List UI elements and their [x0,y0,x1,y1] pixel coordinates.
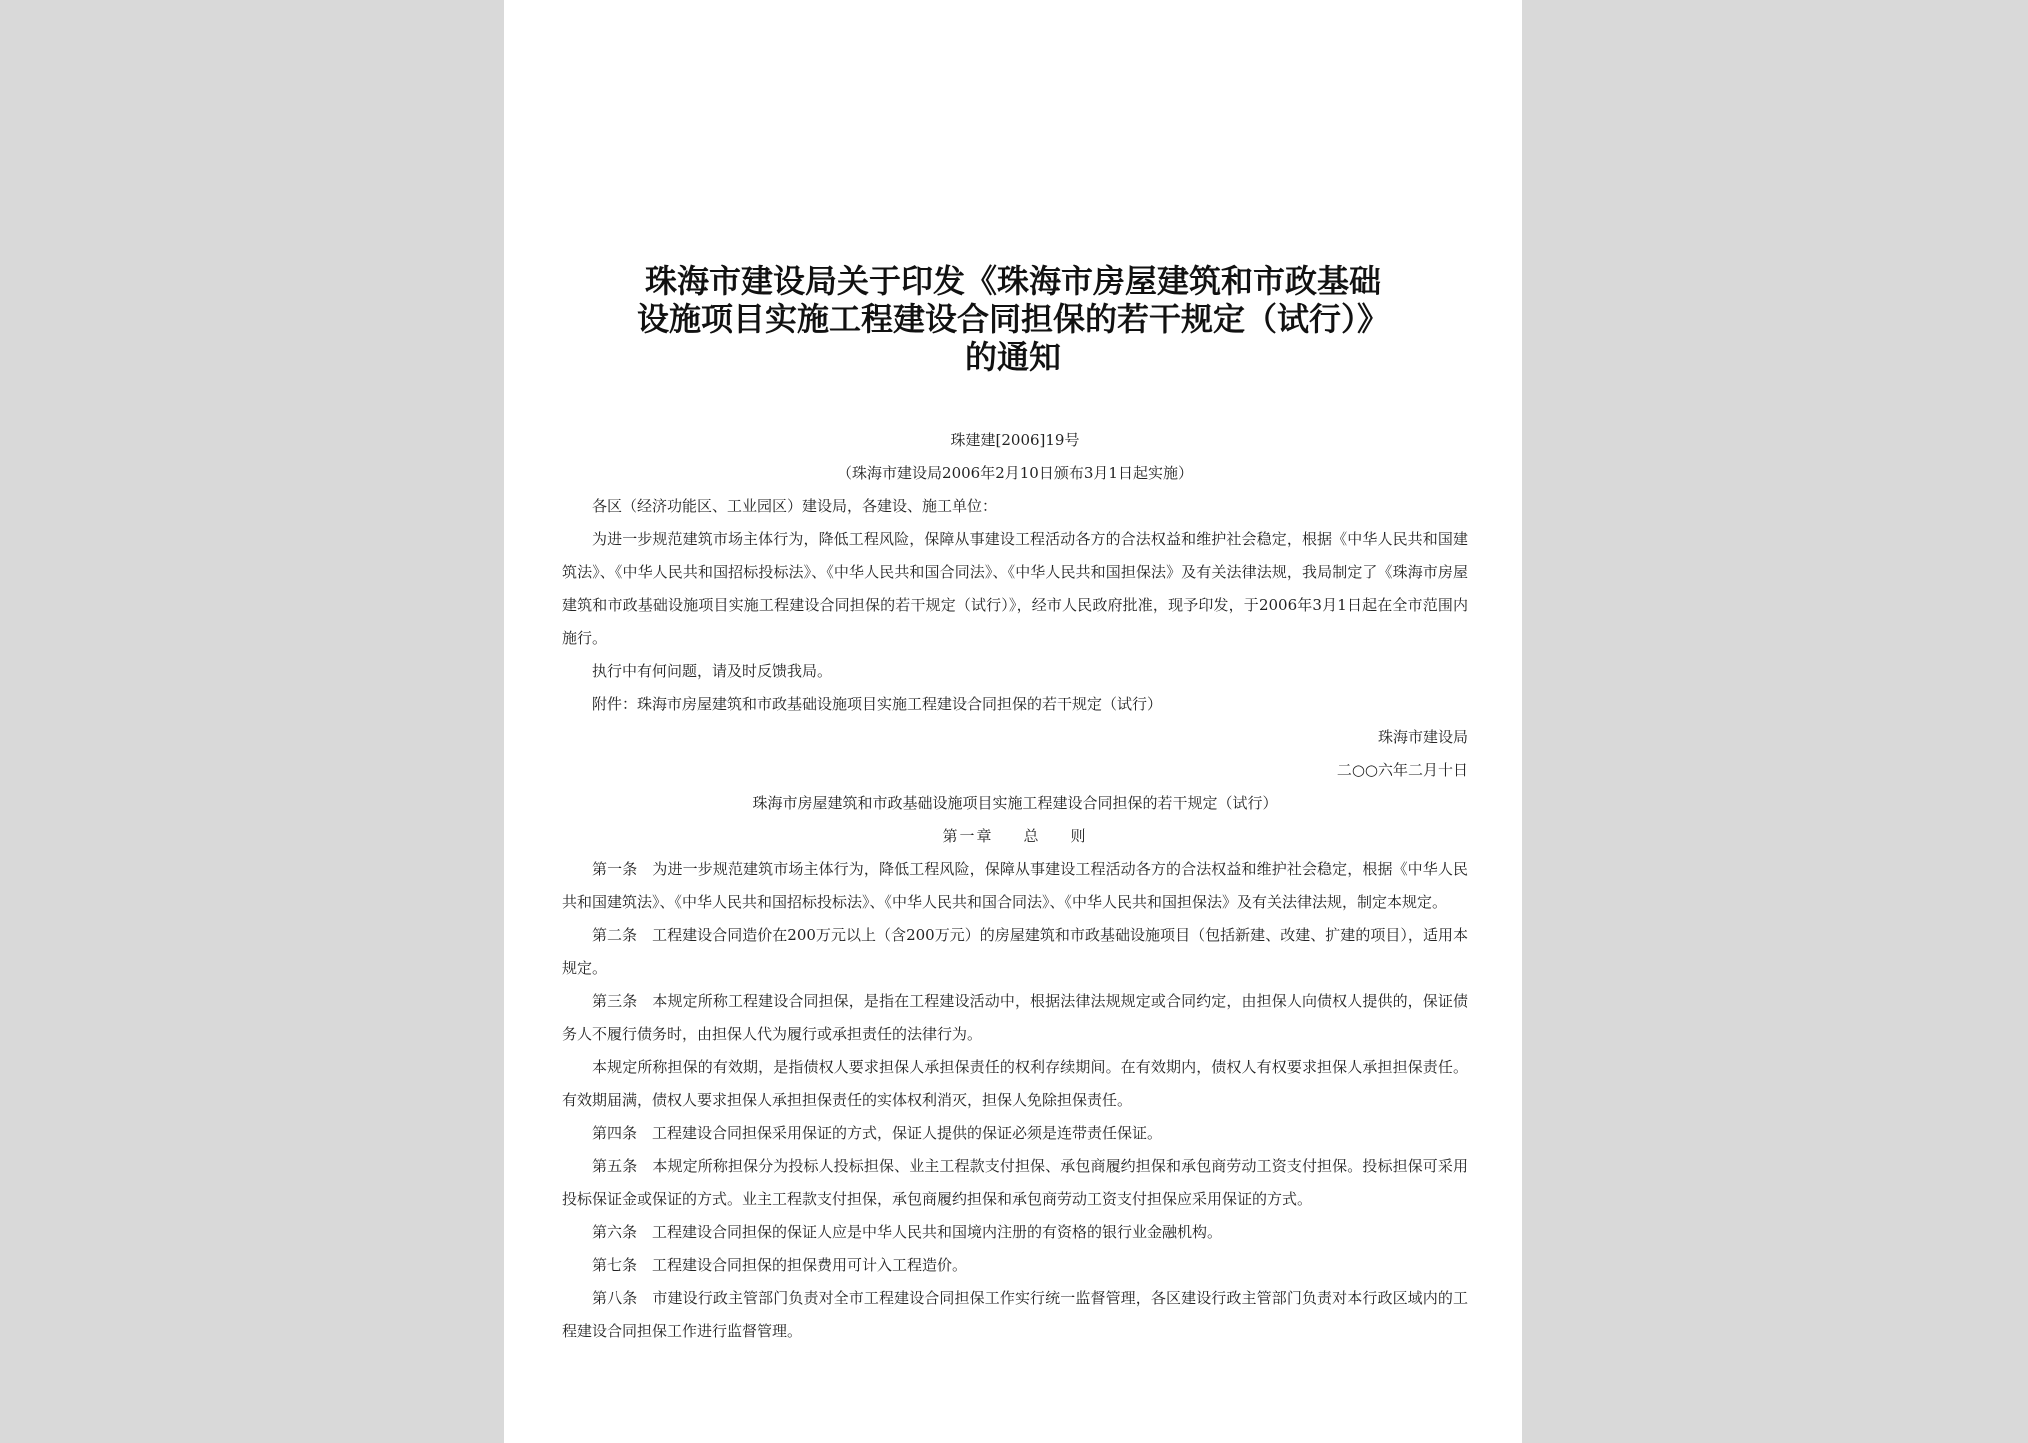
document-page [504,0,1522,1443]
doc-number: 珠建建[2006]19号 [950,431,1080,449]
article-3-validity: 本规定所称担保的有效期，是指债权人要求担保人承担保责任的权利存续期间。在有效期内，债权人有权要求担保人承担担保责任。有效期届满，债权人要求担保人承担担保责任的实体权利消灭，担保人免除担保责任。 [562,1058,1468,1109]
title-line-2: 设施项目实施工程建设合同担保的若干规定（试行）》 [636,300,1389,338]
document-body [562,424,1468,1348]
article-1: 第一条 为进一步规范建筑市场主体行为，降低工程风险，保障从事建设工程活动各方的合法权益和维护社会稳定，根据《中华人民共和国建筑法》、《中华人民共和国招标投标法》、《中华人民共和国合同法》、《中华人民共和国担保法》及有关法律法规，制定本规定。 [562,860,1468,911]
regulation-title: 珠海市房屋建筑和市政基础设施项目实施工程建设合同担保的若干规定（试行） [752,794,1278,812]
chapter-part-1: 总 [1023,827,1041,845]
article-4: 第四条 工程建设合同担保采用保证的方式，保证人提供的保证必须是连带责任保证。 [592,1124,1163,1142]
sign-date: 二○○六年二月十日 [1336,761,1468,779]
intro-paragraph: 为进一步规范建筑市场主体行为，降低工程风险，保障从事建设工程活动各方的合法权益和维护社会稳定，根据《中华人民共和国建筑法》、《中华人民共和国招标投标法》、《中华人民共和国合同法》、《中华人民共和国担保法》及有关法律法规，我局制定了《珠海市房屋建筑和市政基础设施项目实施工程建设合同担保的若干规定（试行）》，经市人民政府批准，现予印发，于2006年3月1日起在全市范围内施行。 [562,530,1468,647]
article-3: 第三条 本规定所称工程建设合同担保，是指在工程建设活动中，根据法律法规规定或合同约定，由担保人向债权人提供的，保证债务人不履行债务时，由担保人代为履行或承担责任的法律行为。 [562,992,1468,1043]
article-5: 第五条 本规定所称担保分为投标人投标担保、业主工程款支付担保、承包商履约担保和承包商劳动工资支付担保。投标担保可采用投标保证金或保证的方式。业主工程款支付担保，承包商履约担保和承包商劳动工资支付担保应采用保证的方式。 [562,1157,1468,1208]
document-title [504,262,1522,376]
signer: 珠海市建设局 [1377,728,1468,746]
article-6: 第六条 工程建设合同担保的保证人应是中华人民共和国境内注册的有资格的银行业金融机构。 [592,1223,1223,1241]
title-line-1: 珠海市建设局关于印发《珠海市房屋建筑和市政基础 [644,262,1381,300]
attachment-line: 附件：珠海市房屋建筑和市政基础设施项目实施工程建设合同担保的若干规定（试行） [592,695,1163,713]
chapter-heading [562,820,1468,853]
title-line-3: 的通知 [964,338,1061,376]
chapter-part-2: 则 [1070,827,1088,845]
chapter-label: 第一章 [942,827,994,845]
article-7: 第七条 工程建设合同担保的担保费用可计入工程造价。 [592,1256,968,1274]
article-2: 第二条 工程建设合同造价在200万元以上（含200万元）的房屋建筑和市政基础设施项目（包括新建、改建、扩建的项目），适用本规定。 [562,926,1468,977]
issue-note: （珠海市建设局2006年2月10日颁布3月1日起实施） [837,464,1193,482]
feedback-line: 执行中有何问题，请及时反馈我局。 [592,662,833,680]
addressee: 各区（经济功能区、工业园区）建设局，各建设、施工单位： [592,497,998,515]
article-8: 第八条 市建设行政主管部门负责对全市工程建设合同担保工作实行统一监督管理，各区建设行政主管部门负责对本行政区域内的工程建设合同担保工作进行监督管理。 [562,1289,1468,1340]
